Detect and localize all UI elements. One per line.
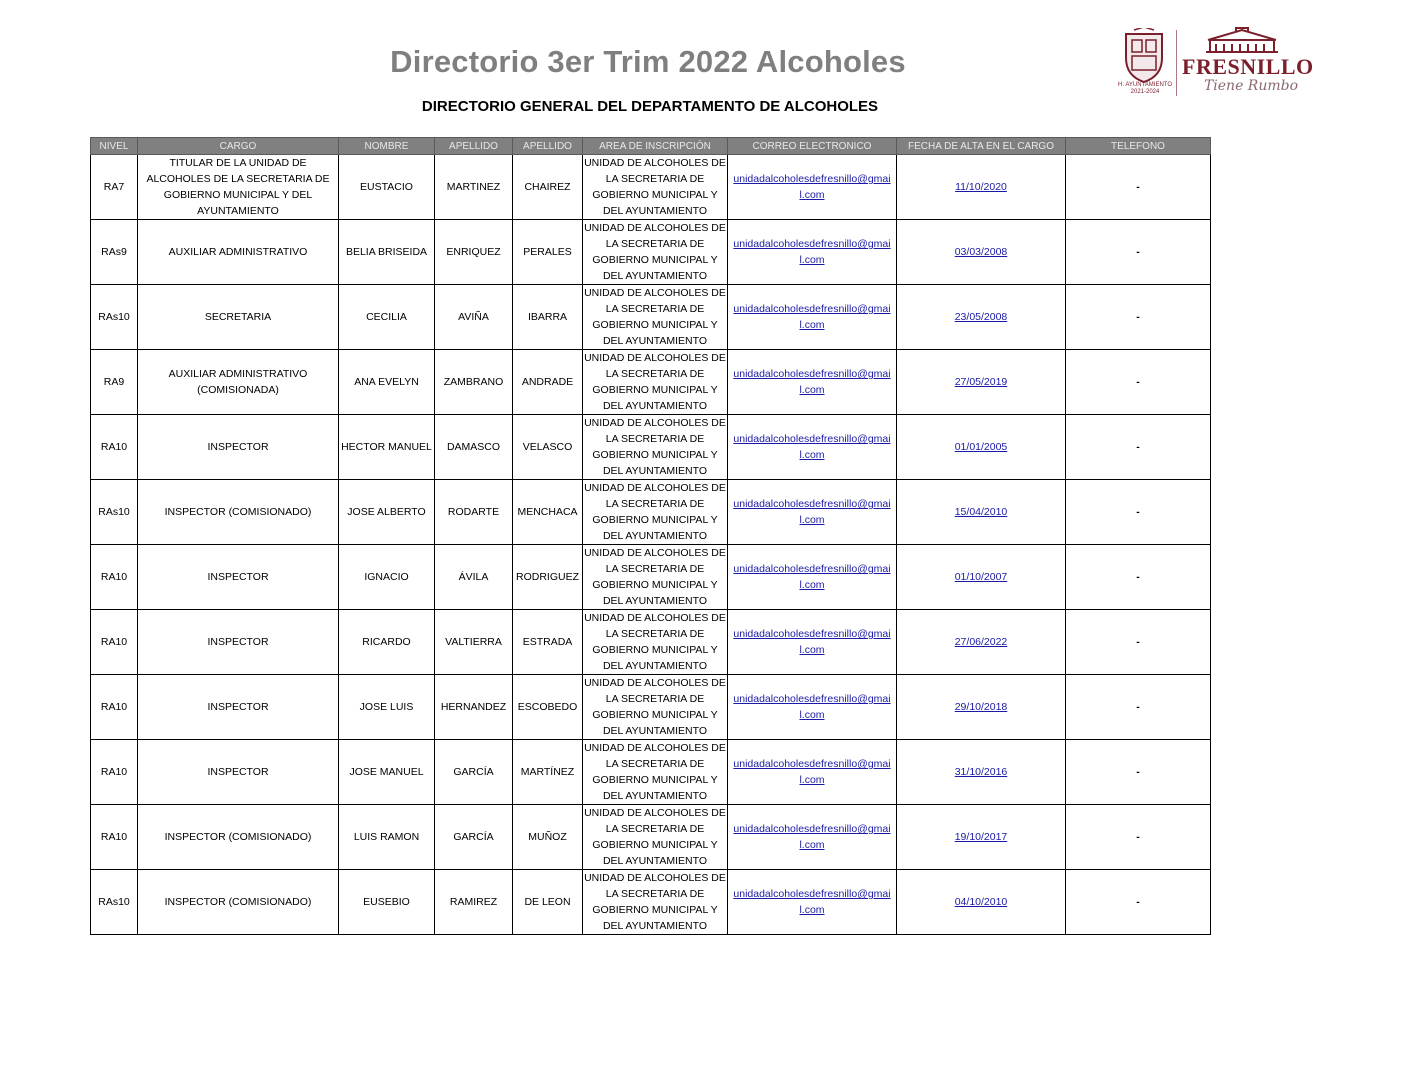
cell-telefono: - [1066,220,1211,285]
cell-apellido-materno: ESCOBEDO [513,675,583,740]
cell-cargo: SECRETARIA [138,285,339,350]
cell-correo [728,870,897,935]
cell-cargo: INSPECTOR [138,545,339,610]
cell-area: UNIDAD DE ALCOHOLES DE LA SECRETARIA DE GOBIERNO MUNICIPAL Y DEL AYUNTAMIENTO [583,480,728,545]
date-link[interactable]: 01/10/2007 [954,571,1008,583]
cell-correo [728,805,897,870]
cell-nombre: JOSE LUIS [339,675,435,740]
cell-apellido-paterno: GARCÍA [435,805,513,870]
brand-name: FRESNILLO [1182,54,1314,79]
cell-apellido-materno: MARTÍNEZ [513,740,583,805]
table-row [91,610,1211,675]
column-header-correo: CORREO ELECTRONICO [728,138,897,155]
cell-nombre: HECTOR MANUEL [339,415,435,480]
cell-apellido-materno: PERALES [513,220,583,285]
cell-nivel: RA10 [91,740,138,805]
cell-apellido-materno: VELASCO [513,415,583,480]
cell-area: UNIDAD DE ALCOHOLES DE LA SECRETARIA DE GOBIERNO MUNICIPAL Y DEL AYUNTAMIENTO [583,285,728,350]
cell-apellido-materno: ANDRADE [513,350,583,415]
cell-area: UNIDAD DE ALCOHOLES DE LA SECRETARIA DE GOBIERNO MUNICIPAL Y DEL AYUNTAMIENTO [583,220,728,285]
cell-cargo: INSPECTOR [138,610,339,675]
cell-area: UNIDAD DE ALCOHOLES DE LA SECRETARIA DE GOBIERNO MUNICIPAL Y DEL AYUNTAMIENTO [583,415,728,480]
cell-fecha [897,415,1066,480]
email-link[interactable]: unidadalcoholesdefresnillo@gmail.com [733,303,891,331]
cell-telefono: - [1066,285,1211,350]
cell-correo [728,610,897,675]
cell-nivel: RA10 [91,545,138,610]
cell-fecha [897,545,1066,610]
cell-apellido-paterno: AVIÑA [435,285,513,350]
table-row [91,545,1211,610]
cell-correo [728,415,897,480]
cell-apellido-materno: RODRIGUEZ [513,545,583,610]
seal-caption: H. AYUNTAMIENTO 2021-2024 [1118,82,1173,95]
column-header-cargo: CARGO [138,138,339,155]
cell-correo [728,350,897,415]
cell-area: UNIDAD DE ALCOHOLES DE LA SECRETARIA DE GOBIERNO MUNICIPAL Y DEL AYUNTAMIENTO [583,675,728,740]
logo-divider [1176,30,1177,96]
cell-correo [728,675,897,740]
cell-nombre: JOSE ALBERTO [339,480,435,545]
email-link[interactable]: unidadalcoholesdefresnillo@gmail.com [733,433,891,461]
cell-area: UNIDAD DE ALCOHOLES DE LA SECRETARIA DE GOBIERNO MUNICIPAL Y DEL AYUNTAMIENTO [583,740,728,805]
cell-apellido-materno: DE LEON [513,870,583,935]
cell-nivel: RA10 [91,675,138,740]
cell-apellido-paterno: RAMIREZ [435,870,513,935]
cell-nombre: RICARDO [339,610,435,675]
cell-nivel: RA9 [91,350,138,415]
cell-telefono: - [1066,805,1211,870]
date-link[interactable]: 19/10/2017 [954,831,1008,843]
date-link[interactable]: 04/10/2010 [954,896,1008,908]
cell-area: UNIDAD DE ALCOHOLES DE LA SECRETARIA DE GOBIERNO MUNICIPAL Y DEL AYUNTAMIENTO [583,610,728,675]
cell-nombre: EUSTACIO [339,155,435,220]
cell-cargo: INSPECTOR (COMISIONADO) [138,480,339,545]
column-header-area: AREA DE INSCRIPCIÓN [583,138,728,155]
cell-cargo: AUXILIAR ADMINISTRATIVO [138,220,339,285]
date-link[interactable]: 03/03/2008 [954,246,1008,258]
building-icon [1202,26,1282,56]
cell-cargo: INSPECTOR (COMISIONADO) [138,805,339,870]
cell-correo [728,480,897,545]
cell-apellido-paterno: MARTINEZ [435,155,513,220]
column-header-fecha: FECHA DE ALTA EN EL CARGO [897,138,1066,155]
cell-apellido-paterno: ÁVILA [435,545,513,610]
cell-cargo: INSPECTOR [138,415,339,480]
cell-nivel: RA10 [91,805,138,870]
date-link[interactable]: 11/10/2020 [955,181,1007,193]
cell-nivel: RAs9 [91,220,138,285]
cell-nombre: CECILIA [339,285,435,350]
cell-nivel: RA10 [91,415,138,480]
date-link[interactable]: 29/10/2018 [954,701,1008,713]
column-header-telefono: TELEFONO [1066,138,1211,155]
cell-fecha [897,480,1066,545]
cell-area: UNIDAD DE ALCOHOLES DE LA SECRETARIA DE GOBIERNO MUNICIPAL Y DEL AYUNTAMIENTO [583,155,728,220]
cell-fecha [897,610,1066,675]
cell-fecha [897,285,1066,350]
table-row [91,480,1211,545]
cell-cargo: INSPECTOR [138,740,339,805]
cell-fecha [897,805,1066,870]
column-header-apellido-materno: APELLIDO [513,138,583,155]
cell-nombre: LUIS RAMON [339,805,435,870]
email-link[interactable]: unidadalcoholesdefresnillo@gmail.com [733,823,891,851]
email-link[interactable]: unidadalcoholesdefresnillo@gmail.com [733,498,891,526]
cell-fecha [897,740,1066,805]
date-link[interactable]: 01/01/2005 [954,441,1008,453]
cell-telefono: - [1066,415,1211,480]
column-header-apellido-paterno: APELLIDO [435,138,513,155]
date-link[interactable]: 27/05/2019 [954,376,1008,388]
email-link[interactable]: unidadalcoholesdefresnillo@gmail.com [733,888,891,916]
email-link[interactable]: unidadalcoholesdefresnillo@gmail.com [733,238,891,266]
cell-apellido-materno: IBARRA [513,285,583,350]
cell-telefono: - [1066,610,1211,675]
cell-nivel: RAs10 [91,285,138,350]
email-link[interactable]: unidadalcoholesdefresnillo@gmail.com [733,758,891,786]
cell-apellido-materno: ESTRADA [513,610,583,675]
page-subtitle: DIRECTORIO GENERAL DEL DEPARTAMENTO DE ALCOHOLES [421,98,879,115]
cell-nombre: JOSE MANUEL [339,740,435,805]
cell-cargo: INSPECTOR [138,675,339,740]
directory-table [90,137,1211,935]
cell-fecha [897,870,1066,935]
cell-apellido-paterno: GARCÍA [435,740,513,805]
table-row [91,870,1211,935]
cell-nivel: RA7 [91,155,138,220]
coat-of-arms-icon [1122,28,1166,84]
cell-fecha [897,675,1066,740]
table-row [91,155,1211,220]
table-row [91,220,1211,285]
cell-telefono: - [1066,870,1211,935]
cell-nombre: EUSEBIO [339,870,435,935]
column-header-nivel: NIVEL [91,138,138,155]
table-header-row [91,138,1211,155]
cell-correo [728,740,897,805]
cell-correo [728,545,897,610]
table-row [91,675,1211,740]
cell-telefono: - [1066,545,1211,610]
cell-apellido-materno: CHAIREZ [513,155,583,220]
table-body [91,155,1211,935]
email-link[interactable]: unidadalcoholesdefresnillo@gmail.com [733,693,891,721]
cell-cargo: INSPECTOR (COMISIONADO) [138,870,339,935]
date-link[interactable]: 27/06/2022 [954,636,1008,648]
cell-telefono: - [1066,740,1211,805]
cell-area: UNIDAD DE ALCOHOLES DE LA SECRETARIA DE GOBIERNO MUNICIPAL Y DEL AYUNTAMIENTO [583,350,728,415]
email-link[interactable]: unidadalcoholesdefresnillo@gmail.com [733,628,891,656]
cell-fecha [897,220,1066,285]
date-link[interactable]: 15/04/2010 [954,506,1008,518]
cell-area: UNIDAD DE ALCOHOLES DE LA SECRETARIA DE GOBIERNO MUNICIPAL Y DEL AYUNTAMIENTO [583,805,728,870]
table-row [91,350,1211,415]
cell-area: UNIDAD DE ALCOHOLES DE LA SECRETARIA DE GOBIERNO MUNICIPAL Y DEL AYUNTAMIENTO [583,870,728,935]
cell-telefono: - [1066,675,1211,740]
date-link[interactable]: 23/05/2008 [954,311,1008,323]
cell-correo [728,285,897,350]
municipal-logo [1118,26,1314,102]
cell-nombre: BELIA BRISEIDA [339,220,435,285]
cell-apellido-paterno: DAMASCO [435,415,513,480]
cell-apellido-paterno: VALTIERRA [435,610,513,675]
cell-apellido-paterno: ZAMBRANO [435,350,513,415]
table-row [91,805,1211,870]
email-link[interactable]: unidadalcoholesdefresnillo@gmail.com [733,173,891,201]
cell-correo [728,220,897,285]
cell-apellido-paterno: RODARTE [435,480,513,545]
cell-apellido-materno: MENCHACA [513,480,583,545]
cell-nombre: ANA EVELYN [339,350,435,415]
table-row [91,285,1211,350]
cell-cargo: TITULAR DE LA UNIDAD DE ALCOHOLES DE LA SECRETARIA DE GOBIERNO MUNICIPAL Y DEL AYUNTAMIENTO [138,155,339,220]
cell-fecha [897,350,1066,415]
cell-nombre: IGNACIO [339,545,435,610]
cell-telefono: - [1066,350,1211,415]
table-row [91,415,1211,480]
email-link[interactable]: unidadalcoholesdefresnillo@gmail.com [733,368,891,396]
cell-correo [728,155,897,220]
brand-tagline: Tiene Rumbo [1203,78,1299,94]
column-header-nombre: NOMBRE [339,138,435,155]
cell-apellido-paterno: HERNANDEZ [435,675,513,740]
cell-cargo: AUXILIAR ADMINISTRATIVO (COMISIONADA) [138,350,339,415]
cell-telefono: - [1066,480,1211,545]
cell-apellido-materno: MUÑOZ [513,805,583,870]
cell-apellido-paterno: ENRIQUEZ [435,220,513,285]
page-title: Directorio 3er Trim 2022 Alcoholes [390,44,906,79]
cell-area: UNIDAD DE ALCOHOLES DE LA SECRETARIA DE GOBIERNO MUNICIPAL Y DEL AYUNTAMIENTO [583,545,728,610]
cell-nivel: RAs10 [91,870,138,935]
cell-nivel: RA10 [91,610,138,675]
email-link[interactable]: unidadalcoholesdefresnillo@gmail.com [733,563,891,591]
table-row [91,740,1211,805]
cell-fecha [897,155,1066,220]
date-link[interactable]: 31/10/2016 [954,766,1008,778]
cell-telefono: - [1066,155,1211,220]
cell-nivel: RAs10 [91,480,138,545]
